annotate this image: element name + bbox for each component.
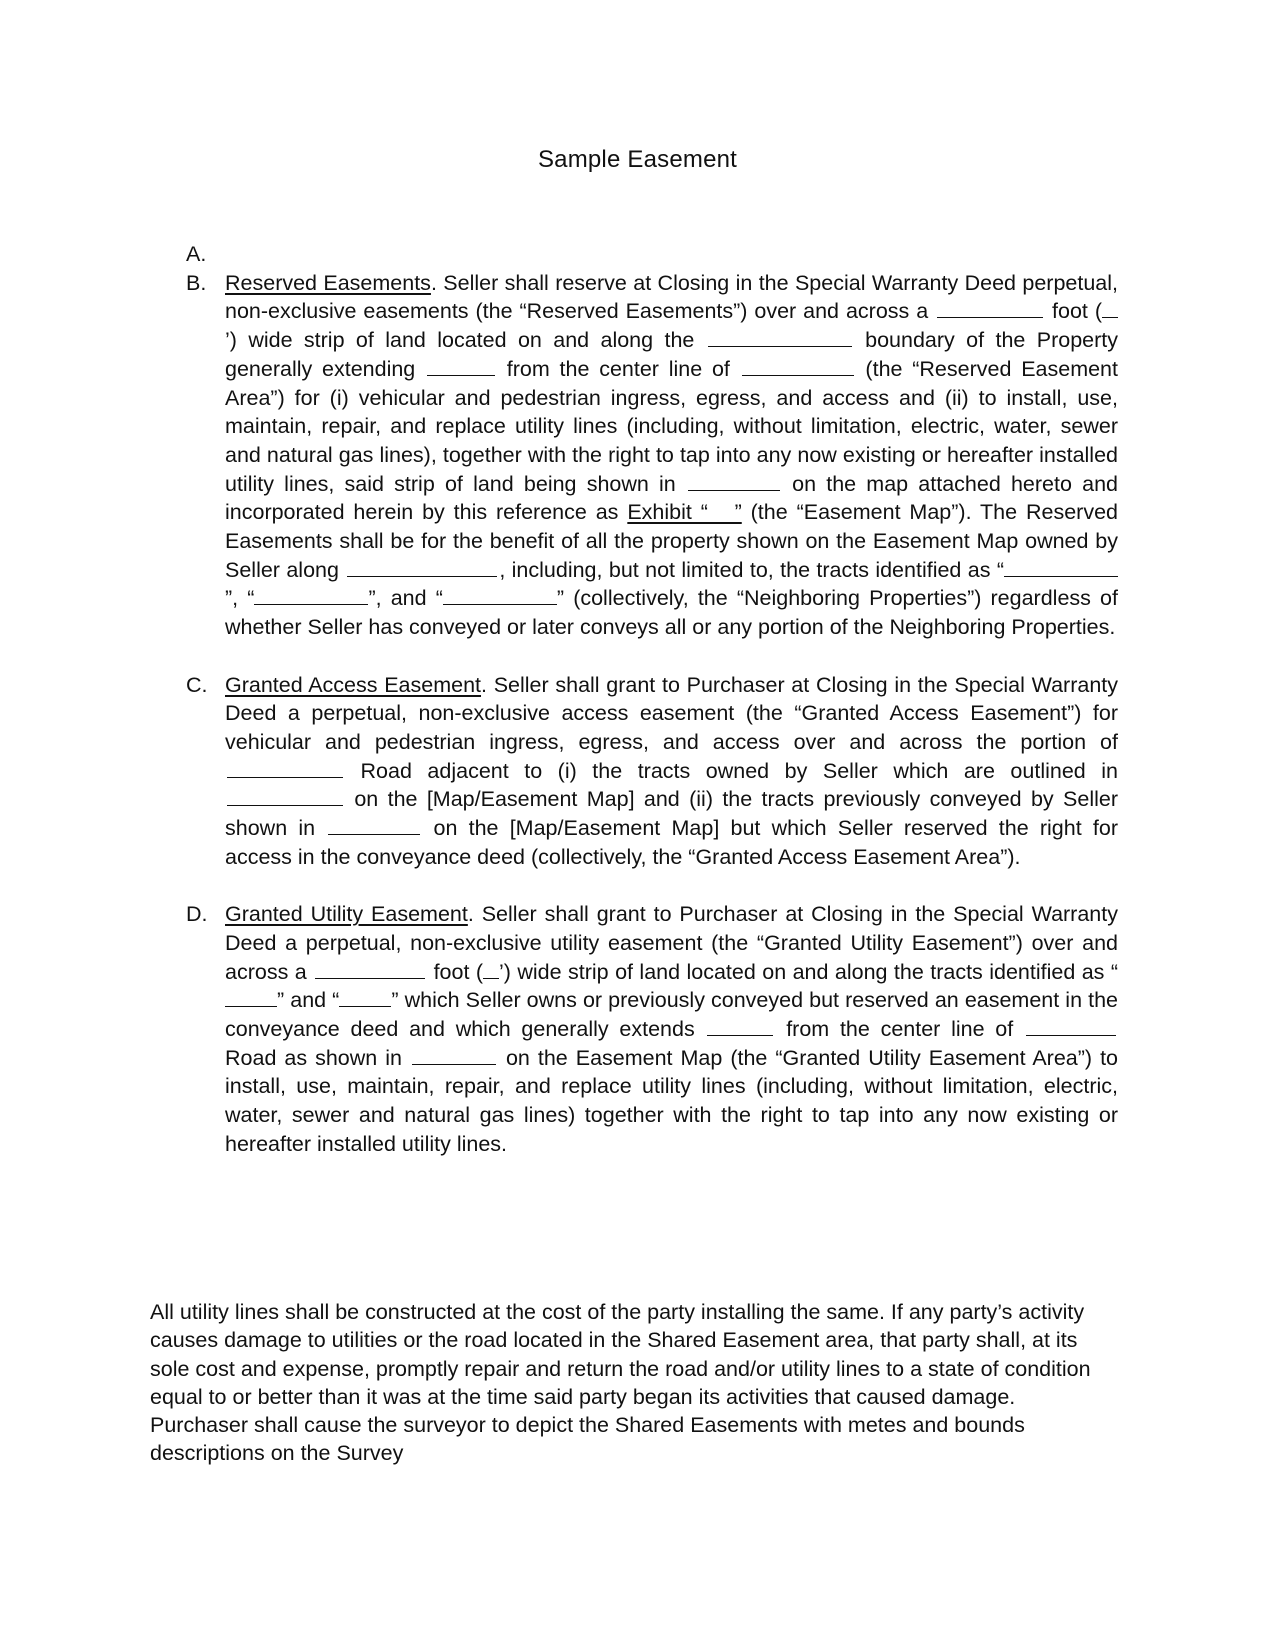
list-item-d-granted-utility-easement — [186, 900, 1118, 1158]
blank-field[interactable] — [227, 757, 343, 778]
section-heading: Reserved Easements — [225, 270, 431, 295]
exhibit-reference: Exhibit “ ” — [627, 500, 742, 525]
blank-field[interactable] — [483, 958, 499, 979]
blank-field[interactable] — [225, 986, 277, 1007]
list-item-c-granted-access-easement — [186, 671, 1118, 872]
blank-field[interactable] — [1102, 297, 1118, 318]
easement-list — [186, 240, 1118, 1158]
blank-field[interactable] — [427, 355, 495, 376]
item-body: Granted Utility Easement. Seller shall grant to Purchaser at Closing in the Special Warranty Deed a perpetual, non-exclusive utility easement (the “Granted Utility Easement”) over and across a foot ( ’) wide strip of land located on and along the tracts identified as “” and “ ” which Seller owns or previously conveyed but reserved an easement in the conveyance deed and which generally extends from the center line of Road as shown in on the Easement Map (the “Granted Utility Easement Area”) to install, use, maintain, repair, and replace utility lines (including, without limitation, electric, water, sewer and natural gas lines) together with the right to tap into any now existing or hereafter installed utility lines. — [225, 902, 1119, 1156]
section-heading: Granted Access Easement — [225, 672, 482, 697]
item-letter: D. — [186, 902, 208, 927]
blank-field[interactable] — [688, 470, 780, 491]
blank-field[interactable] — [937, 297, 1043, 318]
document-title: Sample Easement — [537, 146, 738, 173]
section-heading: Granted Utility Easement — [225, 902, 468, 927]
blank-field[interactable] — [707, 1015, 773, 1036]
item-body: Reserved Easements. Seller shall reserve at Closing in the Special Warranty Deed perpetual, non-exclusive easements (the “Reserved Easements”) over and across a foot (’) wide strip of land located on and along the boundary of the Property generally extending from the center line of (the “Reserved Easement Area”) for (i) vehicular and pedestrian ingress, egress, and access and (ii) to install, use, maintain, repair, and replace utility lines (including, without limitation, electric, water, sewer and natural gas lines), together with the right to tap into any now existing or hereafter installed utility lines, said strip of land being shown in on the map attached hereto and incorporated herein by this reference as Exhibit “ ” (the “Easement Map”). The Reserved Easements shall be for the benefit of all the property shown on the Easement Map owned by Seller along , including, but not limited to, the tracts identified as “”, “ ”, and “ ” (collectively, the “Neighboring Properties”) regardless of whether Seller has conveyed or later conveys all or any portion of the Neighboring Properties. — [225, 270, 1119, 640]
blank-field[interactable] — [347, 556, 497, 577]
blank-field[interactable] — [339, 986, 391, 1007]
blank-field[interactable] — [742, 355, 854, 376]
blank-field[interactable] — [227, 785, 343, 806]
item-body — [225, 240, 1118, 269]
blank-field[interactable] — [254, 584, 368, 605]
list-item-b-reserved-easements — [186, 269, 1118, 642]
blank-field[interactable] — [412, 1044, 496, 1065]
blank-field[interactable] — [1026, 1015, 1116, 1036]
blank-field[interactable] — [443, 584, 557, 605]
item-letter: A. — [186, 242, 207, 266]
blank-field[interactable] — [708, 326, 852, 347]
blank-field[interactable] — [315, 958, 425, 979]
item-letter: C. — [186, 672, 208, 697]
blank-field[interactable] — [328, 814, 420, 835]
list-item-a — [186, 240, 1118, 269]
blank-field[interactable] — [1004, 556, 1118, 577]
item-letter: B. — [186, 270, 207, 295]
closing-paragraph: All utility lines shall be constructed at the cost of the party installing the same. If any party’s activity causes damage to utilities or the road located in the Shared Easement area, that party shall, at its sole cost and expense, promptly repair and return the road and/or utility lines to a state of condition equal to or better than it was at the time said party began its activities that caused damage. Purchaser shall cause the surveyor to depict the Shared Easements with metes and bounds descriptions on the Survey — [150, 1300, 1091, 1466]
item-body: Granted Access Easement. Seller shall grant to Purchaser at Closing in the Special Warranty Deed a perpetual, non-exclusive access easement (the “Granted Access Easement”) for vehicular and pedestrian ingress, egress, and access over and across the portion of Road adjacent to (i) the tracts owned by Seller which are outlined in on the [Map/Easement Map] and (ii) the tracts previously conveyed by Seller shown in on the [Map/Easement Map] but which Seller reserved the right for access in the conveyance deed (collectively, the “Granted Access Easement Area”). — [225, 672, 1118, 869]
